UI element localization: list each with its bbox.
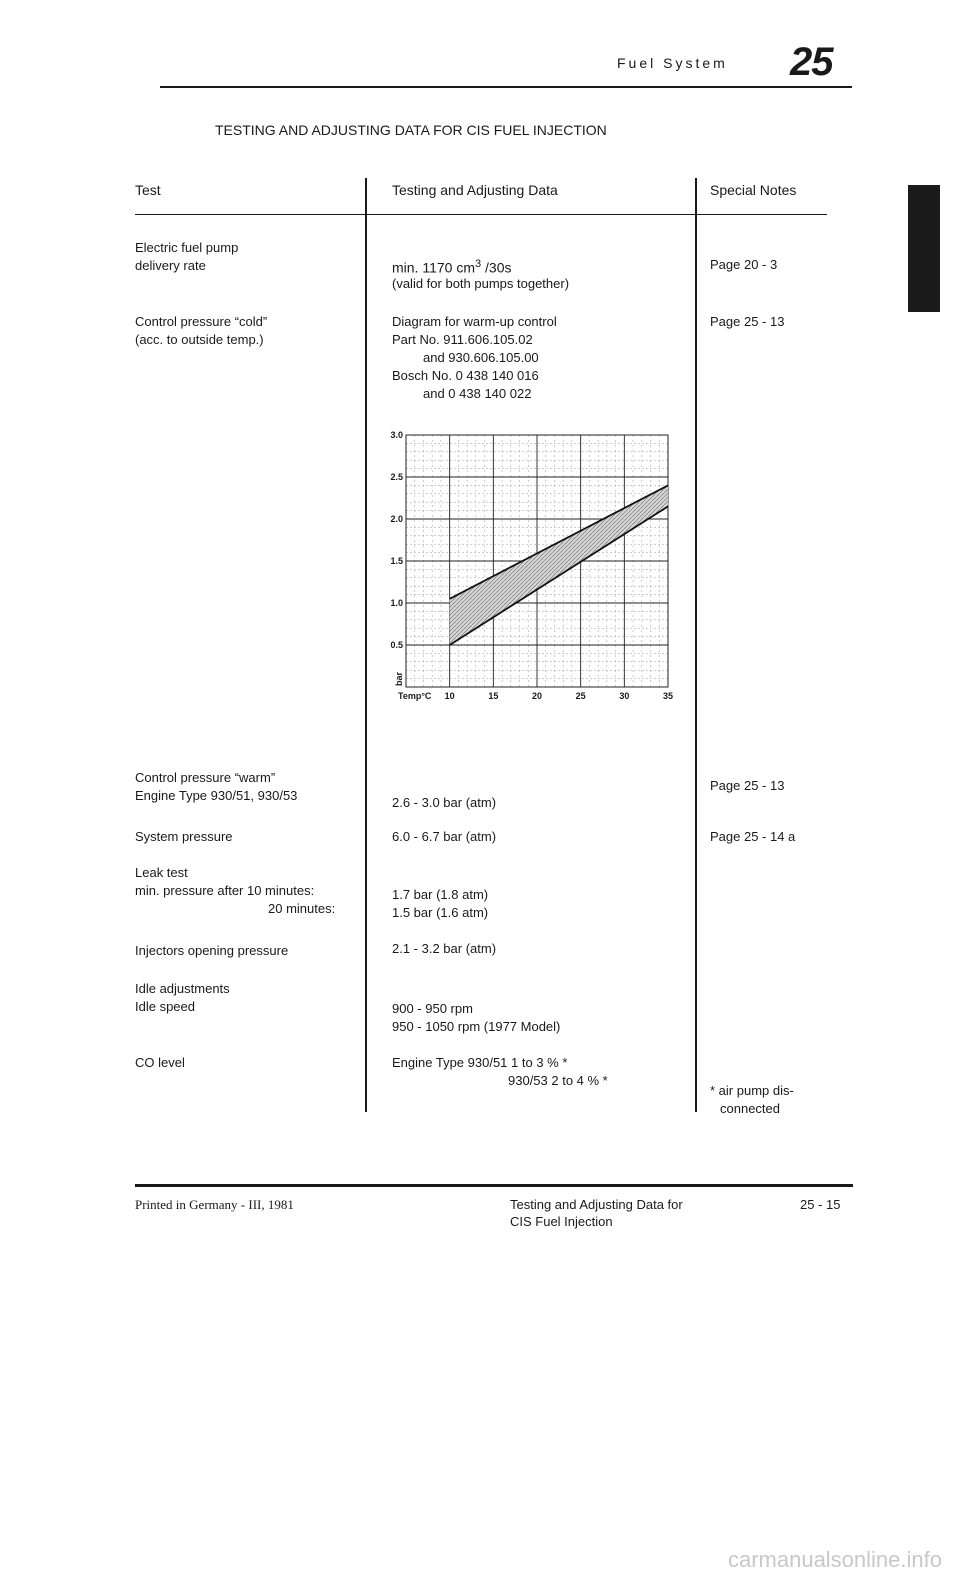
test-leak-line3: 20 minutes: (268, 901, 336, 916)
test-idle-line2: Idle speed (135, 999, 195, 1014)
y-tick-label: 1.5 (390, 556, 403, 566)
data-system-pressure: 6.0 - 6.7 bar (atm) (392, 829, 497, 844)
data-cold-line5: and 0 438 140 022 (423, 386, 532, 401)
x-tick-label: 10 (444, 691, 455, 701)
y-tick-label: 2.0 (390, 514, 403, 524)
footer-rule (135, 1184, 853, 1187)
heading-rule (135, 214, 827, 215)
header-rule (160, 86, 852, 88)
y-axis-label: bar (394, 671, 404, 687)
note-fuel-pump: Page 20 - 3 (710, 257, 778, 272)
section-tab-marker (908, 185, 940, 312)
data-cold-line1: Diagram for warm-up control (392, 314, 557, 329)
warm-up-control-chart (380, 425, 680, 715)
note-co-line1: * air pump dis- (710, 1083, 794, 1098)
x-tick-label: 30 (619, 691, 630, 701)
tolerance-band (450, 485, 668, 645)
test-fuel-pump-line2: delivery rate (135, 258, 206, 273)
note-warm-pressure: Page 25 - 13 (710, 778, 785, 793)
data-cold-line4: Bosch No. 0 438 140 016 (392, 368, 539, 383)
x-tick-label: 15 (488, 691, 499, 701)
test-co-level: CO level (135, 1055, 185, 1070)
data-leak-line1: 1.7 bar (1.8 atm) (392, 887, 489, 902)
test-fuel-pump-line1: Electric fuel pump (135, 240, 239, 255)
data-fuel-pump-line1: min. 1170 $cm^3$ /30s (392, 258, 512, 276)
test-cold-pressure-line2: (acc. to outside temp.) (135, 332, 264, 347)
data-co-line1: Engine Type 930/51 1 to 3 % * (392, 1055, 568, 1070)
page-title: TESTING AND ADJUSTING DATA FOR CIS FUEL INJECTION (215, 122, 607, 138)
column-heading-data: Testing and Adjusting Data (392, 182, 558, 198)
section-number: 25 (790, 40, 833, 84)
test-leak-line2: min. pressure after 10 minutes: (135, 883, 315, 898)
column-heading-notes: Special Notes (710, 182, 797, 198)
x-tick-label: 35 (662, 691, 674, 701)
data-leak-line2: 1.5 bar (1.6 atm) (392, 905, 489, 920)
data-cold-line2: Part No. 911.606.105.02 (392, 332, 533, 347)
x-axis-label: Temp°C (398, 691, 432, 701)
data-fuel-pump-line2: (valid for both pumps together) (392, 276, 570, 291)
data-injectors: 2.1 - 3.2 bar (atm) (392, 941, 497, 956)
y-tick-label: 1.0 (390, 598, 403, 608)
data-warm-pressure: 2.6 - 3.0 bar (atm) (392, 795, 497, 810)
test-system-pressure: System pressure (135, 829, 233, 844)
test-warm-pressure-line1: Control pressure “warm” (135, 770, 276, 785)
x-tick-label: 20 (531, 691, 543, 701)
note-co-line2: connected (720, 1101, 780, 1116)
column-divider-right (695, 178, 697, 1112)
x-tick-label: 25 (575, 691, 586, 701)
data-co-line2: 930/53 2 to 4 % * (508, 1073, 608, 1088)
footer-caption-line1: Testing and Adjusting Data for (510, 1197, 683, 1212)
data-idle-line1: 900 - 950 rpm (392, 1001, 473, 1016)
watermark: carmanualsonline.info (727, 1547, 942, 1572)
test-warm-pressure-line2: Engine Type 930/51, 930/53 (135, 788, 298, 803)
test-leak-line1: Leak test (135, 865, 188, 880)
footer-printed: Printed in Germany - III, 1981 (135, 1197, 294, 1212)
y-tick-label: 3.0 (390, 430, 403, 440)
footer-caption-line2: CIS Fuel Injection (510, 1214, 613, 1229)
y-tick-label: 0.5 (390, 640, 403, 650)
test-cold-pressure-line1: Control pressure “cold” (135, 314, 268, 329)
test-idle-line1: Idle adjustments (135, 981, 230, 996)
note-system-pressure: Page 25 - 14 a (710, 829, 796, 844)
warm-up-control-chart-svg (380, 425, 680, 715)
section-title: Fuel System (617, 55, 728, 71)
column-divider-left (365, 178, 367, 1112)
y-tick-label: 2.5 (390, 472, 403, 482)
data-idle-line2: 950 - 1050 rpm (1977 Model) (392, 1019, 561, 1034)
note-cold-pressure: Page 25 - 13 (710, 314, 785, 329)
column-heading-test: Test (135, 182, 161, 198)
test-injectors: Injectors opening pressure (135, 943, 289, 958)
data-cold-line3: and 930.606.105.00 (423, 350, 539, 365)
footer-page-number: 25 - 15 (800, 1197, 841, 1212)
